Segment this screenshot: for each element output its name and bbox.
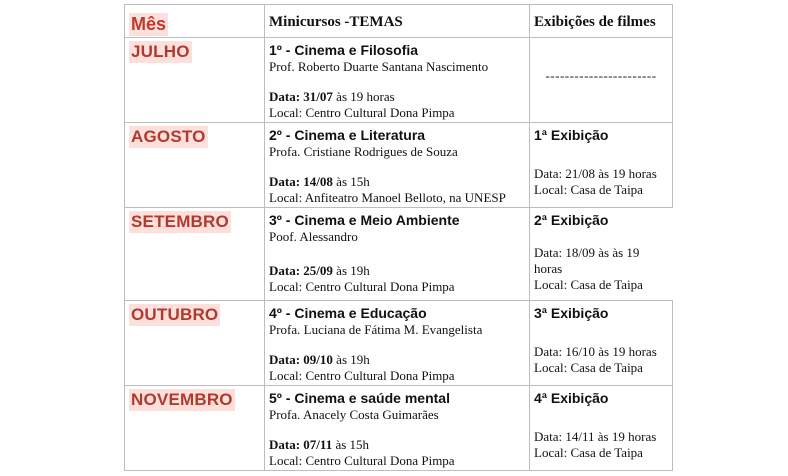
header-films: Exibições de filmes: [534, 14, 656, 30]
film-place: Local: Casa de Taipa: [534, 360, 643, 375]
month-cell: [125, 386, 265, 471]
theme-cell: [265, 38, 530, 123]
month-name: NOVEMBRO: [131, 390, 233, 409]
theme-cell: [265, 301, 530, 386]
teacher-name: Profa. Anacely Costa Guimarães: [269, 407, 439, 422]
film-date: Data: 18/09 às às 19 horas: [534, 245, 640, 276]
place-line: Local: Centro Cultural Dona Pimpa: [269, 453, 455, 468]
film-place: Local: Casa de Taipa: [534, 182, 643, 197]
month-cell: [125, 208, 265, 301]
theme-title: 2º - Cinema e Literatura: [269, 127, 426, 143]
header-films-cell: [530, 5, 673, 38]
theme-title: 1º - Cinema e Filosofia: [269, 42, 419, 58]
date-line: [269, 89, 525, 105]
month-name: SETEMBRO: [131, 212, 229, 231]
film-cell: [530, 208, 673, 301]
date-label: Data: 09/10: [269, 352, 333, 367]
month-name: JULHO: [131, 42, 190, 61]
date-rest: às 15h: [332, 437, 370, 452]
theme-cell: [265, 123, 530, 208]
table-row: [125, 123, 673, 208]
film-date: Data: 16/10 às 19 horas: [534, 344, 657, 359]
film-title: 1ª Exibição: [534, 127, 609, 143]
film-title: 2ª Exibição: [534, 212, 609, 228]
date-label: Data: 07/11: [269, 437, 333, 452]
table-header-row: [125, 5, 673, 38]
table-row: [125, 386, 673, 471]
film-cell: [530, 123, 673, 208]
header-themes: Minicursos -TEMAS: [269, 14, 403, 30]
date-rest: às 19h: [332, 352, 370, 367]
place-line: Local: Centro Cultural Dona Pimpa: [269, 279, 455, 294]
date-label: Data: 14/08: [269, 174, 333, 189]
schedule-table: [124, 4, 673, 471]
film-title: 4ª Exibição: [534, 390, 609, 406]
film-place: Local: Casa de Taipa: [534, 445, 643, 460]
month-name: AGOSTO: [131, 127, 206, 146]
theme-title: 3º - Cinema e Meio Ambiente: [269, 212, 460, 228]
place-line: Local: Anfiteatro Manoel Belloto, na UNESP: [269, 190, 506, 205]
date-rest: às 19 horas: [332, 89, 395, 104]
header-month-cell: [125, 5, 265, 38]
date-label: Data: 31/07: [269, 89, 333, 104]
theme-cell: [265, 386, 530, 471]
date-rest: às 19h: [332, 263, 370, 278]
date-line: [269, 174, 525, 190]
theme-cell: [265, 208, 530, 301]
date-label: Data: 25/09: [269, 263, 333, 278]
table-row: [125, 38, 673, 123]
date-line: [269, 437, 525, 453]
film-cell: [530, 38, 673, 123]
film-title: 3ª Exibição: [534, 305, 609, 321]
place-line: Local: Centro Cultural Dona Pimpa: [269, 105, 455, 120]
month-name: OUTUBRO: [131, 305, 219, 324]
teacher-name: Prof. Roberto Duarte Santana Nascimento: [269, 59, 489, 74]
film-cell: [530, 301, 673, 386]
teacher-name: Profa. Luciana de Fátima M. Evangelista: [269, 322, 483, 337]
theme-title: 5º - Cinema e saúde mental: [269, 390, 450, 406]
month-cell: [125, 38, 265, 123]
table-row: [125, 208, 673, 301]
teacher-name: Profa. Cristiane Rodrigues de Souza: [269, 144, 458, 159]
date-line: [269, 352, 525, 368]
film-cell: [530, 386, 673, 471]
film-place: Local: Casa de Taipa: [534, 277, 643, 292]
month-cell: [125, 301, 265, 386]
date-rest: às 15h: [332, 174, 370, 189]
theme-title: 4º - Cinema e Educação: [269, 305, 427, 321]
film-date: Data: 14/11 às 19 horas: [534, 429, 657, 444]
place-line: Local: Centro Cultural Dona Pimpa: [269, 368, 455, 383]
film-placeholder-dashes: -----------------------: [545, 68, 657, 83]
month-cell: [125, 123, 265, 208]
header-themes-cell: [265, 5, 530, 38]
header-month: Mês: [131, 14, 167, 34]
teacher-name: Poof. Alessandro: [269, 229, 358, 244]
date-line: [269, 263, 525, 279]
film-date: Data: 21/08 às 19 horas: [534, 166, 657, 181]
table-row: [125, 301, 673, 386]
